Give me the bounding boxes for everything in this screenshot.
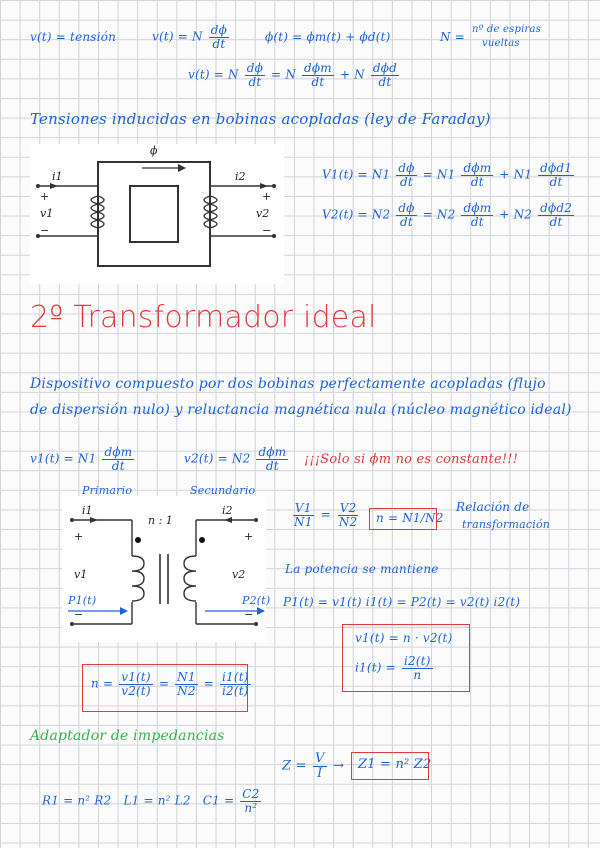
adaptador-heading: Adaptador de impedancias xyxy=(30,728,225,744)
p2-label: P2(t) xyxy=(242,594,271,607)
fig2-plus-2: + xyxy=(244,530,254,543)
i2-label: i2 xyxy=(235,170,246,183)
potencia-label: La potencia se mantiene xyxy=(285,562,439,576)
fig2-i2: i2 xyxy=(222,504,233,517)
minus-1: − xyxy=(40,224,50,237)
fig2-minus-2: − xyxy=(244,608,254,621)
fig2-i1: i1 xyxy=(82,504,93,517)
ideal-v2-eq: v2(t) = N2 $\frac{\text{dϕm}}{dt}$ xyxy=(184,445,287,473)
power-equation: P1(t) = v1(t) i1(t) = P2(t) = v2(t) i2(t) xyxy=(283,595,521,609)
v2-equation: V2(t) = N2 $\frac{d\phi}{dt}$ = N2 $\frac{\text{dϕm}}{dt}$ + N2 $\frac{\text{dϕd2}}{dt}$ xyxy=(322,201,573,229)
i1-label: i1 xyxy=(52,170,63,183)
relacion-label-1: Relación de xyxy=(456,500,530,514)
faraday-law: v(t) = N $\frac{d\phi}{dt}$ xyxy=(152,23,228,51)
p1-label: P1(t) xyxy=(68,594,97,607)
v1-label: v1 xyxy=(40,207,54,220)
coupled-coils-figure xyxy=(30,144,284,284)
heading-faraday: Tensiones inducidas en bobinas acopladas (ley de Faraday) xyxy=(30,110,491,128)
fig2-v2: v2 xyxy=(232,568,246,581)
p1-arrow-icon xyxy=(68,606,128,616)
phi-label: ϕ xyxy=(150,144,158,157)
p2-arrow-icon xyxy=(205,606,265,616)
impedance-box: Z1 = n² Z2 xyxy=(351,752,429,780)
vi-box: v1(t) = n · v2(t) i1(t) = $\frac{i2(t)}{n}$ xyxy=(342,624,470,692)
fig2-plus-1: + xyxy=(74,530,84,543)
relacion-label-2: transformación xyxy=(462,518,551,531)
impedance-eq: Z = $\frac{V}{I}$ → xyxy=(282,751,345,781)
v1-equation: V1(t) = N1 $\frac{d\phi}{dt}$ = N1 $\frac{\text{dϕm}}{dt}$ + N1 $\frac{\text{dϕd1}}{dt}$ xyxy=(322,161,573,189)
flux-sum: ϕ(t) = ϕm(t) + ϕd(t) xyxy=(265,30,391,44)
secundario-label: Secundario xyxy=(190,484,256,497)
v2-label: v2 xyxy=(256,207,270,220)
ratio-label: n : 1 xyxy=(148,514,173,527)
minus-2: − xyxy=(262,224,272,237)
v-definition: v(t) = tensión xyxy=(30,30,117,44)
n-ratio-box: n = $\frac{v1(t)}{v2(t)}$ = $\frac{N1}{N2}$ = $\frac{i1(t)}{i2(t)}$ xyxy=(82,664,248,712)
ideal-v1-eq: v1(t) = N1 $\frac{\text{dϕm}}{dt}$ xyxy=(30,445,133,473)
description-line-1: Dispositivo compuesto por dos bobinas perfectamente acopladas (flujo xyxy=(30,376,546,392)
n-definition: N = xyxy=(440,30,465,44)
description-line-2: de dispersión nulo) y reluctancia magnética nula (núcleo magnético ideal) xyxy=(30,402,572,418)
note-red: ¡¡¡Solo si ϕm no es constante!!! xyxy=(304,452,519,467)
fig2-v1: v1 xyxy=(74,568,88,581)
n-box: n = N1/N2 xyxy=(369,508,437,530)
plus-1: + xyxy=(40,190,50,203)
section-title: 2º Transformador ideal xyxy=(30,300,377,335)
n-note-1: nº de espiras xyxy=(472,24,541,35)
last-line: R1 = n² R2 L1 = n² L2 C1 = $\frac{C2}{\text{n²}}$ xyxy=(42,787,260,815)
flux-derivative-eq: v(t) = N $\frac{d\phi}{dt}$ = N $\frac{\text{dϕm}}{dt}$ + N $\frac{\text{dϕd}}{dt}$ xyxy=(188,61,398,89)
ideal-transformer-figure xyxy=(62,496,266,642)
fig2-minus-1: − xyxy=(74,608,84,621)
n-note-2: vueltas xyxy=(482,38,520,49)
ratio-equation: $\frac{V1}{N1}$ = $\frac{V2}{N2}$ xyxy=(294,501,358,529)
plus-2: + xyxy=(262,190,272,203)
primario-label: Primario xyxy=(82,484,133,497)
